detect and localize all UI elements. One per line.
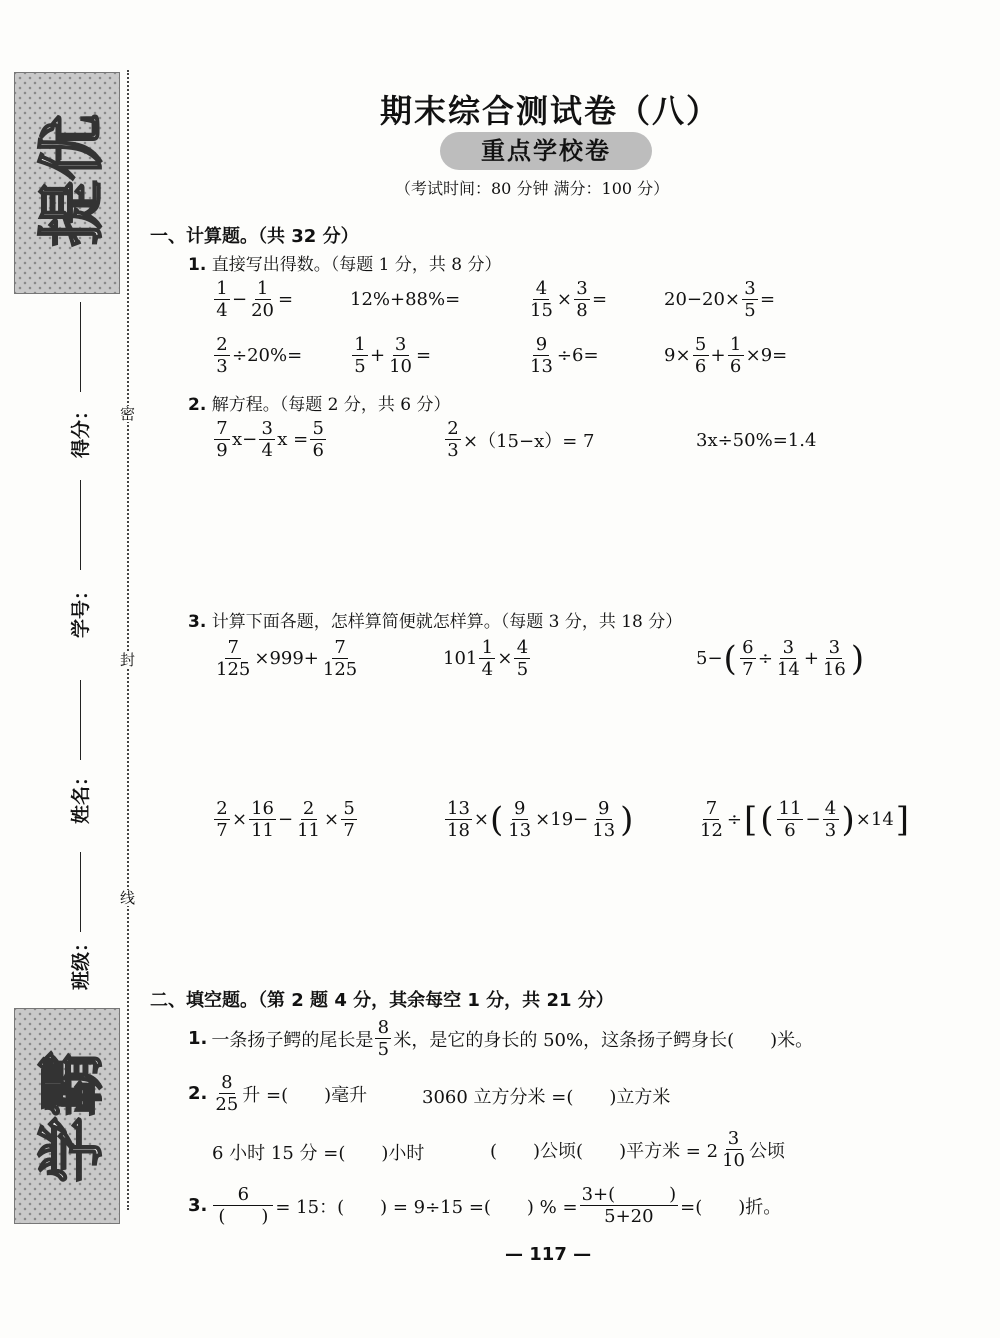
q1-1-item-f: 1 5 + $\frac{3}{10}$ =	[350, 334, 431, 377]
q1-2-text: 解方程。（每题 2 分，共 6 分）	[211, 395, 451, 415]
bottom-badge-text: 学霸	[33, 1050, 111, 1183]
q1-2-prompt	[188, 390, 450, 415]
q2-2-row2-d: ( )公顷( )平方米 = 2 3 10 公顷	[490, 1128, 785, 1171]
q1-1-item-a: 1 4 − $\frac{1}{20}$ =	[212, 278, 293, 321]
cut-mark-mi: 密	[120, 405, 136, 423]
cut-mark-xian: 线	[120, 889, 136, 907]
q1-3-item-e: $\frac{13}{18}$ × ( $\frac{9}{13}$ ×19− $\frac{9}{13}$ )	[447, 798, 634, 841]
score-line	[80, 302, 81, 392]
page-title: 期末综合测试卷（八）	[379, 92, 720, 130]
q2-1: 1. 一条扬子鳄的尾长是 8 5 米，是它的身长的 50%，这条扬子鳄身长( )米。	[188, 1017, 814, 1060]
q2-2-row2-c: 6 小时 15 分 =( )小时	[212, 1143, 425, 1164]
student-id-label: 学号：	[70, 580, 92, 638]
score-label: 得分：	[70, 400, 92, 458]
section2-heading: 二、填空题。（第 2 题 4 分，其余每空 1 分，共 21 分）	[150, 990, 614, 1011]
q1-2-item-b: $\frac{2}{3}$ ×（15−x）= 7	[443, 418, 594, 461]
page-number: — 117 —	[505, 1244, 592, 1265]
q1-2-item-a: 7 9 x− $\frac{3}{4}$ x = $\frac{5}{6}$	[212, 418, 328, 461]
q1-1-item-g: $\frac{9}{13}$ ÷6=	[530, 334, 599, 377]
q2-3: 3. 6 ( ) = 15：( ) = 9÷15 =( ) % = $\frac{3+( )}{5+20}$ =( )折。	[188, 1184, 782, 1227]
q1-3-item-f: $\frac{7}{12}$ ÷ [ ( 11 6 − $\frac{4}{3}$ ) ×14 ]	[700, 798, 910, 841]
class-line	[80, 852, 81, 932]
name-label: 姓名：	[70, 766, 92, 824]
q1-1-num: 1.	[188, 255, 207, 275]
class-label: 班级：	[70, 932, 92, 990]
q1-2-num: 2.	[188, 395, 207, 415]
cut-line	[127, 70, 129, 1210]
q1-3-num: 3.	[188, 612, 207, 632]
top-badge-text: 提优	[33, 114, 111, 247]
student-id-line	[80, 480, 81, 570]
name-line	[80, 680, 81, 760]
q1-1-item-h: 9× $\frac{5}{6}$ + $\frac{1}{6}$ ×9=	[664, 334, 788, 377]
q1-1-prompt	[188, 250, 501, 275]
q1-3-prompt	[188, 607, 682, 632]
school-badge: 重点学校卷	[440, 132, 652, 170]
q1-1-item-b: 12%+88%=	[350, 289, 461, 310]
q1-1-text: 直接写出得数。（每题 1 分，共 8 分）	[211, 255, 502, 275]
q1-3-item-a: $\frac{7}{125}$ ×999+ $\frac{7}{125}$	[216, 637, 358, 680]
q1-2-item-c: 3x÷50%=1.4	[696, 430, 817, 451]
q1-1-item-e: $\frac{2}{3}$ ÷20%=	[212, 334, 302, 377]
cut-mark-feng: 封	[120, 651, 136, 669]
q1-3-item-d: $\frac{2}{7}$ × $\frac{16}{11}$ − $\frac{2}{11}$ × $\frac{5}{7}$	[212, 798, 359, 841]
exam-info: （考试时间：80 分钟 满分：100 分）	[395, 179, 670, 198]
q1-3-item-c: 5− ( $\frac{6}{7}$ ÷ $\frac{3}{14}$ + $\frac{3}{16}$ )	[696, 637, 865, 680]
q1-1-item-c: $\frac{4}{15}$ × $\frac{3}{8}$ =	[530, 278, 608, 321]
q1-3-item-b: 101 $\frac{1}{4}$ × $\frac{4}{5}$	[443, 637, 532, 680]
q1-1-item-d: 20−20× $\frac{3}{5}$ =	[664, 278, 776, 321]
section1-heading: 一、计算题。（共 32 分）	[150, 226, 359, 247]
q2-2-row1-b: 3060 立方分米 =( )立方米	[422, 1087, 671, 1108]
q2-2-row1-a: 2. 8 25 升 =( )毫升	[188, 1072, 368, 1115]
bottom-badge-box	[14, 1008, 120, 1224]
q1-3-text: 计算下面各题，怎样算简便就怎样算。（每题 3 分，共 18 分）	[211, 612, 683, 632]
